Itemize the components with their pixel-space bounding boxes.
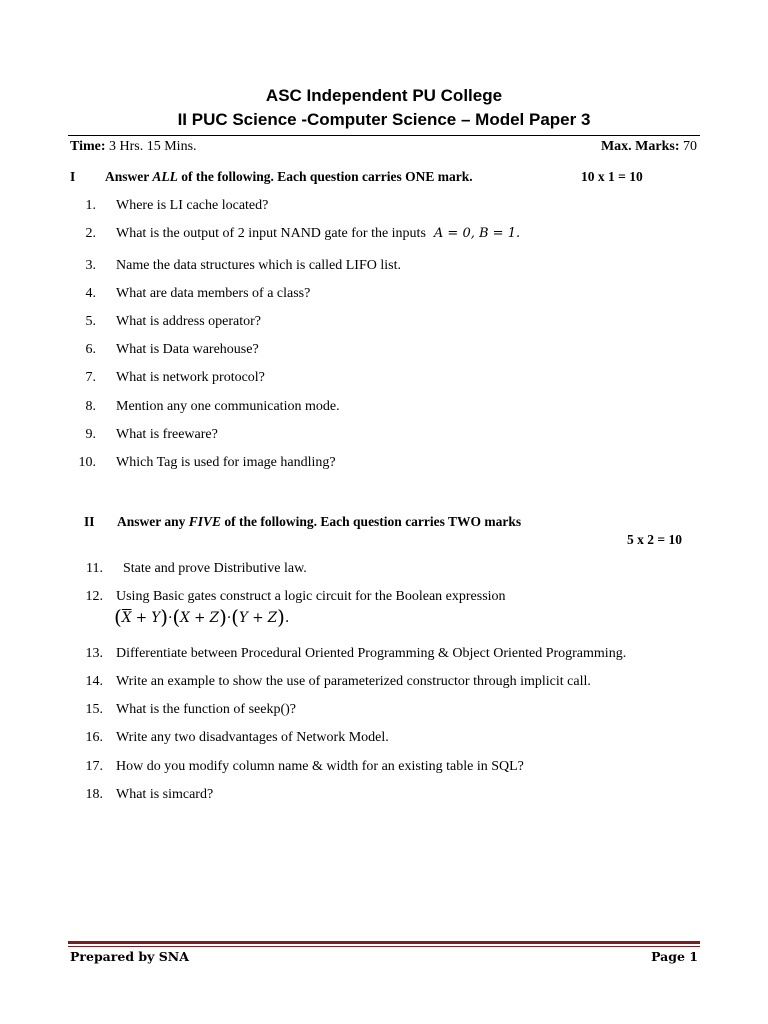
question-text <box>116 702 296 718</box>
question-number: 13. <box>85 646 103 661</box>
question-number: 14. <box>85 674 103 689</box>
instruction-text: Answer <box>105 169 153 184</box>
question-number: 3. <box>85 258 96 273</box>
expr-term: + Y <box>131 610 161 626</box>
max-marks-info <box>601 139 697 155</box>
instruction-text: of the following. Each question carries TWO marks <box>221 514 522 529</box>
max-marks-value: 70 <box>683 139 697 154</box>
question-text <box>116 286 310 302</box>
question-number: 18. <box>85 787 103 802</box>
expr-dot: · <box>226 610 232 626</box>
question-number: 4. <box>85 286 96 301</box>
question-text <box>116 787 213 803</box>
question-text <box>123 561 307 577</box>
question-number: 1. <box>85 198 96 213</box>
section-1-marks: 10 x 1 = 10 <box>581 169 643 184</box>
section-2-number: II <box>84 514 95 529</box>
question-number: 10. <box>78 455 96 470</box>
header-divider <box>68 135 700 136</box>
question-text-main: Write any two disadvantages of Network Model. <box>116 730 389 745</box>
expr-term: X + Z <box>180 610 220 626</box>
question-text-main: How do you modify column name & width for an existing table in SQL? <box>116 759 524 774</box>
college-name: ASC Independent PU College <box>265 86 503 105</box>
max-marks-label: Max. Marks: <box>600 139 680 154</box>
question-text-main: What is the function of seekp()? <box>116 702 296 717</box>
question-text-main: Where is LI cache located? <box>116 198 269 213</box>
question-text-main: Differentiate between Procedural Oriented Programming & Object Oriented Programming. <box>116 646 627 661</box>
section-2-instruction <box>117 514 521 530</box>
boolean-expression: $(\overline{X} + Y)\cdot(X + Z)\cdot(Y + Z)$. <box>114 605 290 629</box>
question-number: 16. <box>85 730 103 745</box>
question-text <box>116 427 218 443</box>
question-number: 15. <box>85 702 103 717</box>
question-text-main: Name the data structures which is called LIFO list. <box>116 258 401 273</box>
section-1-number: I <box>70 169 76 184</box>
question-text <box>116 258 401 274</box>
question-text-main: What is address operator? <box>116 314 261 329</box>
expr-end: . <box>284 610 290 626</box>
question-number: 11. <box>86 561 103 576</box>
question-number: 12. <box>85 589 103 604</box>
question-math: A = 0, B = 1. <box>433 226 521 241</box>
question-number: 5. <box>85 314 96 329</box>
question-text <box>116 589 506 605</box>
question-text-main: What is the output of 2 input NAND gate for the inputs <box>116 226 426 241</box>
time-label: Time: <box>70 139 106 154</box>
x-bar: $\overline{X}$ <box>121 610 132 626</box>
question-number: 9. <box>85 427 96 442</box>
question-text-main: What is freeware? <box>116 427 218 442</box>
question-text <box>116 759 524 775</box>
section-2-marks: 5 x 2 = 10 <box>627 532 682 547</box>
question-text <box>116 370 265 386</box>
question-text <box>116 674 591 690</box>
page-number: Page 1 <box>651 949 698 964</box>
instruction-emphasis: FIVE <box>188 514 222 529</box>
question-number: 8. <box>85 399 96 414</box>
expr-dot: · <box>168 610 173 626</box>
question-text-main: What is Data warehouse? <box>116 342 259 357</box>
instruction-text: of the following. Each question carries ONE mark. <box>177 169 473 184</box>
question-text-main: What is network protocol? <box>116 370 265 385</box>
question-text-main: Using Basic gates construct a logic circuit for the Boolean expression <box>116 589 506 604</box>
question-number: 17. <box>85 759 103 774</box>
time-value: 3 Hrs. 15 Mins. <box>109 139 197 154</box>
question-text <box>116 342 259 358</box>
question-text <box>116 198 268 214</box>
question-text <box>116 646 626 662</box>
instruction-emphasis: ALL <box>152 169 178 184</box>
footer-divider <box>68 941 700 944</box>
question-text <box>116 455 336 471</box>
prepared-by: Prepared by SNA <box>70 949 189 964</box>
expr-term: Y + Z <box>238 610 278 626</box>
question-number: 6. <box>85 342 96 357</box>
question-text <box>116 399 340 415</box>
time-info <box>70 139 197 155</box>
question-text-main: Mention any one communication mode. <box>116 399 340 414</box>
question-text <box>116 730 389 746</box>
footer-divider-thin <box>68 946 700 947</box>
question-text-main: Write an example to show the use of parameterized constructor through implicit call. <box>116 674 591 689</box>
question-number: 7. <box>85 370 96 385</box>
instruction-text: Answer any <box>117 514 189 529</box>
question-text <box>116 226 520 242</box>
paper-title: II PUC Science -Computer Science – Model Paper 3 <box>177 110 591 129</box>
question-text-main: Which Tag is used for image handling? <box>116 455 336 470</box>
question-text-main: What is simcard? <box>116 787 214 802</box>
question-number: 2. <box>85 226 96 241</box>
question-text-main: State and prove Distributive law. <box>123 561 307 576</box>
question-text <box>116 314 261 330</box>
question-text-main: What are data members of a class? <box>116 286 311 301</box>
section-1-instruction <box>105 169 473 185</box>
